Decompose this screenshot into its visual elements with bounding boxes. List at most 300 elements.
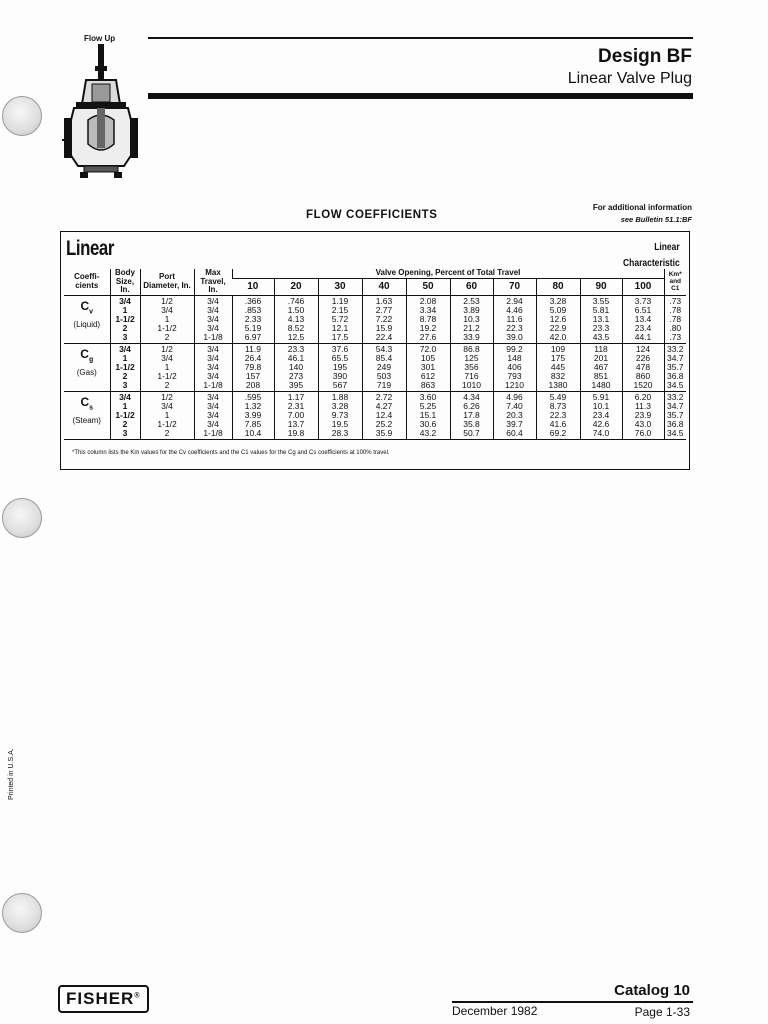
table-heading: Linear bbox=[66, 237, 115, 260]
max-travel-cell-value: 3/4 bbox=[207, 313, 219, 324]
km-cell-value: 34.7 bbox=[666, 352, 684, 363]
coefficient-value: 69.2 bbox=[549, 427, 567, 438]
body-size-cell bbox=[110, 343, 140, 391]
coefficient-value: 43.2 bbox=[419, 427, 437, 438]
coefficient-value: 7.85 bbox=[244, 418, 262, 429]
body-size-cell bbox=[110, 295, 140, 343]
table-row bbox=[64, 391, 686, 439]
km-cell bbox=[664, 295, 686, 343]
characteristic-label bbox=[623, 240, 680, 272]
characteristic-line-2: Characteristic bbox=[623, 258, 680, 269]
coefficient-value: 46.1 bbox=[287, 352, 305, 363]
coefficient-values-cell bbox=[406, 343, 450, 391]
coefficient-value: 118 bbox=[594, 343, 608, 354]
coefficient-value: 2.08 bbox=[419, 295, 437, 306]
coefficient-value: 1010 bbox=[462, 379, 481, 390]
coefficient-values-cell bbox=[362, 343, 406, 391]
coefficient-value: 50.7 bbox=[463, 427, 480, 438]
characteristic-line-1: Linear bbox=[654, 242, 680, 253]
coefficient-value: 74.0 bbox=[592, 427, 610, 438]
port-diameter-cell-value: 1-1/2 bbox=[157, 370, 177, 381]
coefficient-value: 1520 bbox=[633, 379, 653, 390]
coefficient-values-cell bbox=[318, 343, 362, 391]
coefficient-value: 23.4 bbox=[592, 409, 610, 420]
coefficient-value: 10.4 bbox=[244, 427, 262, 438]
coefficient-value: 1.63 bbox=[375, 295, 393, 306]
port-diameter-cell-value: 3/4 bbox=[161, 352, 173, 363]
coefficient-value: 22.9 bbox=[549, 322, 567, 333]
coefficient-value: 26.4 bbox=[244, 352, 262, 363]
section-title: FLOW COEFFICIENTS bbox=[306, 209, 438, 221]
body-size-cell-value: 1 bbox=[122, 400, 128, 411]
km-cell-value: 33.2 bbox=[666, 343, 684, 354]
coefficient-value: 390 bbox=[332, 370, 348, 381]
page-number: Page 1-33 bbox=[634, 1005, 690, 1019]
max-travel-cell-value: 1-1/8 bbox=[203, 379, 223, 390]
coefficient-values-cell bbox=[536, 391, 580, 439]
coefficient-value: 5.25 bbox=[419, 400, 437, 411]
coefficient-value: 6.20 bbox=[634, 391, 652, 402]
binder-hole bbox=[2, 498, 42, 538]
table-row bbox=[64, 343, 686, 391]
coefficient-name: (Gas) bbox=[76, 367, 97, 377]
coefficient-values-cell bbox=[232, 295, 274, 343]
coefficient-value: 3.55 bbox=[592, 295, 610, 306]
fisher-logo-text: FISHER bbox=[66, 989, 135, 1008]
coefficient-value: 6.26 bbox=[463, 400, 480, 411]
publication-date: December 1982 bbox=[452, 1004, 538, 1018]
coefficient-value: 12.5 bbox=[287, 331, 305, 342]
coefficient-value: 76.0 bbox=[634, 427, 652, 438]
coefficient-value: 23.3 bbox=[287, 343, 305, 354]
coefficient-value: 124 bbox=[635, 343, 651, 354]
coefficient-value: 1.32 bbox=[244, 400, 262, 411]
port-diameter-cell-value: 2 bbox=[164, 379, 170, 390]
coefficient-value: 33.9 bbox=[463, 331, 480, 342]
coefficient-value: 42.0 bbox=[549, 331, 567, 342]
max-travel-cell-value: 3/4 bbox=[207, 352, 219, 363]
col-header-port-diameter: Port Diameter, In. bbox=[140, 269, 194, 295]
port-diameter-cell bbox=[140, 391, 194, 439]
fisher-logo: FISHER® bbox=[58, 985, 149, 1013]
coefficient-value: 8.78 bbox=[419, 313, 437, 324]
coefficient-value: 105 bbox=[420, 352, 436, 363]
catalog-label: Catalog 10 bbox=[614, 982, 690, 999]
coefficient-value: 7.40 bbox=[506, 400, 523, 411]
max-travel-cell-value: 3/4 bbox=[207, 391, 219, 402]
coefficient-value: 3.99 bbox=[244, 409, 262, 420]
coefficient-value: 79.8 bbox=[244, 361, 262, 372]
body-size-cell-value: 3/4 bbox=[119, 295, 131, 306]
km-cell-value: 35.7 bbox=[666, 409, 684, 420]
coefficient-value: 43.5 bbox=[592, 331, 610, 342]
coefficient-value: 19.5 bbox=[331, 418, 349, 429]
col-header-percent: 20 bbox=[274, 279, 318, 295]
body-size-cell-value: 1-1/2 bbox=[115, 361, 135, 372]
coefficient-value: 1.88 bbox=[331, 391, 349, 402]
coefficient-value: 301 bbox=[420, 361, 436, 372]
body-size-cell-value: 1-1/2 bbox=[115, 313, 135, 324]
max-travel-cell-value: 1-1/8 bbox=[203, 427, 223, 438]
coefficient-value: 2.77 bbox=[375, 304, 393, 315]
coefficient-value: 23.9 bbox=[634, 409, 652, 420]
coefficient-value: 157 bbox=[245, 370, 261, 381]
max-travel-cell bbox=[194, 343, 232, 391]
coefficient-value: 612 bbox=[420, 370, 436, 381]
coefficient-value: 11.3 bbox=[635, 400, 651, 411]
port-diameter-cell-value: 1-1/2 bbox=[157, 418, 177, 429]
coefficient-value: 395 bbox=[288, 379, 304, 390]
coefficient-cell bbox=[64, 343, 110, 391]
port-diameter-cell bbox=[140, 295, 194, 343]
port-diameter-cell-value: 2 bbox=[164, 427, 170, 438]
coefficient-value: 72.0 bbox=[419, 343, 437, 354]
coefficient-value: 85.4 bbox=[375, 352, 393, 363]
body-size-cell-value: 2 bbox=[122, 418, 128, 429]
coefficient-value: 273 bbox=[288, 370, 304, 381]
coefficient-value: 28.3 bbox=[331, 427, 349, 438]
port-diameter-cell-value: 1 bbox=[164, 409, 170, 420]
coefficient-value: 3.28 bbox=[549, 295, 567, 306]
max-travel-cell-value: 1-1/8 bbox=[203, 331, 223, 342]
coefficient-value: 467 bbox=[593, 361, 609, 372]
coefficient-values-cell bbox=[580, 343, 622, 391]
col-header-max-travel: Max Travel, In. bbox=[194, 269, 232, 295]
col-header-percent: 70 bbox=[493, 279, 536, 295]
coefficient-value: 567 bbox=[332, 379, 348, 390]
coefficient-value: .853 bbox=[244, 304, 262, 315]
coefficient-value: 716 bbox=[464, 370, 479, 381]
coefficient-value: 2.15 bbox=[331, 304, 349, 315]
coefficient-values-cell bbox=[362, 295, 406, 343]
coefficient-value: 5.49 bbox=[549, 391, 567, 402]
port-diameter-cell-value: 1/2 bbox=[161, 295, 173, 306]
coefficient-value: 249 bbox=[376, 361, 392, 372]
bulletin-reference: see Bulletin 51.1:BF bbox=[620, 215, 692, 224]
km-cell-value: .80 bbox=[669, 322, 682, 333]
max-travel-cell-value: 3/4 bbox=[207, 370, 219, 381]
coefficient-value: 17.5 bbox=[331, 331, 349, 342]
coefficient-value: 86.8 bbox=[463, 343, 480, 354]
coefficient-values-cell bbox=[493, 295, 536, 343]
km-cell-value: 36.8 bbox=[666, 370, 684, 381]
coefficient-value: 39.7 bbox=[506, 418, 523, 429]
coefficient-value: 445 bbox=[550, 361, 566, 372]
coefficient-value: 2.72 bbox=[375, 391, 393, 402]
body-size-cell-value: 3 bbox=[122, 427, 128, 438]
coefficient-value: 30.6 bbox=[419, 418, 437, 429]
body-size-cell-value: 2 bbox=[122, 322, 128, 333]
coefficient-value: 4.46 bbox=[506, 304, 523, 315]
max-travel-cell bbox=[194, 295, 232, 343]
coefficient-value: 42.6 bbox=[592, 418, 610, 429]
coefficient-values-cell bbox=[274, 343, 318, 391]
col-header-percent: 60 bbox=[450, 279, 493, 295]
km-cell-value: .73 bbox=[669, 295, 682, 306]
coefficient-value: 3.89 bbox=[463, 304, 480, 315]
coefficient-value: 22.4 bbox=[375, 331, 393, 342]
coefficient-values-cell bbox=[536, 295, 580, 343]
coefficient-values-cell bbox=[274, 391, 318, 439]
port-diameter-cell-value: 3/4 bbox=[161, 400, 173, 411]
coefficient-values-cell bbox=[318, 295, 362, 343]
coefficient-value: 5.19 bbox=[244, 322, 262, 333]
flow-up-label: Flow Up bbox=[84, 34, 116, 43]
coefficient-values-cell bbox=[580, 391, 622, 439]
port-diameter-cell-value: 1-1/2 bbox=[157, 322, 177, 333]
coefficient-value: 1.17 bbox=[287, 391, 305, 402]
coefficient-value: 148 bbox=[507, 352, 522, 363]
col-header-percent: 90 bbox=[580, 279, 622, 295]
coefficient-cell bbox=[64, 391, 110, 439]
coefficient-value: 3.28 bbox=[331, 400, 349, 411]
body-size-cell-value: 3/4 bbox=[119, 343, 131, 354]
coefficient-value: 201 bbox=[593, 352, 609, 363]
max-travel-cell-value: 3/4 bbox=[207, 361, 219, 372]
coefficient-value: 8.52 bbox=[287, 322, 305, 333]
coefficient-value: 226 bbox=[635, 352, 651, 363]
col-header-percent: 50 bbox=[406, 279, 450, 295]
coefficient-values-cell bbox=[406, 295, 450, 343]
page-subtitle: Linear Valve Plug bbox=[567, 70, 692, 87]
coefficient-value: 195 bbox=[332, 361, 348, 372]
km-cell bbox=[664, 343, 686, 391]
coefficient-value: 8.73 bbox=[549, 400, 567, 411]
coefficient-value: 1380 bbox=[548, 379, 568, 390]
col-header-body-size: Body Size, In. bbox=[110, 269, 140, 295]
coefficient-value: 12.1 bbox=[331, 322, 349, 333]
col-header-coefficients: Coeffi-cients bbox=[64, 269, 110, 295]
max-travel-cell-value: 3/4 bbox=[207, 322, 219, 333]
coefficient-values-cell bbox=[450, 391, 493, 439]
col-header-percent: 30 bbox=[318, 279, 362, 295]
max-travel-cell-value: 3/4 bbox=[207, 409, 219, 420]
body-size-cell-value: 1 bbox=[122, 352, 128, 363]
coefficient-value: 1210 bbox=[505, 379, 524, 390]
max-travel-cell-value: 3/4 bbox=[207, 343, 219, 354]
coefficient-value: 5.91 bbox=[592, 391, 610, 402]
coefficient-value: 208 bbox=[245, 379, 261, 390]
km-cell-value: 33.2 bbox=[666, 391, 684, 402]
max-travel-cell-value: 3/4 bbox=[207, 418, 219, 429]
coefficient-values-cell bbox=[318, 391, 362, 439]
body-size-cell-value: 2 bbox=[122, 370, 128, 381]
coefficient-value: 11.6 bbox=[506, 313, 523, 324]
coefficient-value: 863 bbox=[420, 379, 436, 390]
footer-rule bbox=[452, 1001, 693, 1003]
coefficient-value: 54.3 bbox=[375, 343, 393, 354]
coefficient-values-cell bbox=[580, 295, 622, 343]
coefficient-value: 17.8 bbox=[463, 409, 480, 420]
header-thick-rule bbox=[148, 93, 693, 99]
coefficient-value: 21.2 bbox=[463, 322, 480, 333]
flow-coefficients-table bbox=[64, 269, 686, 440]
port-diameter-cell-value: 2 bbox=[164, 331, 170, 342]
coefficient-value: 1480 bbox=[591, 379, 611, 390]
coefficient-value: 15.1 bbox=[419, 409, 437, 420]
coefficient-value: 3.34 bbox=[419, 304, 437, 315]
coefficient-values-cell bbox=[493, 391, 536, 439]
coefficient-value: 15.9 bbox=[375, 322, 393, 333]
coefficient-value: 2.33 bbox=[244, 313, 262, 324]
body-size-cell-value: 1-1/2 bbox=[115, 409, 135, 420]
coefficient-values-cell bbox=[450, 343, 493, 391]
km-cell-value: .73 bbox=[669, 331, 682, 342]
coefficient-cell bbox=[64, 295, 110, 343]
coefficient-value: 99.2 bbox=[506, 343, 523, 354]
coefficient-value: 175 bbox=[550, 352, 566, 363]
coefficient-value: 3.73 bbox=[634, 295, 652, 306]
coefficient-value: 2.94 bbox=[506, 295, 523, 306]
coefficient-value: 793 bbox=[507, 370, 522, 381]
coefficient-value: 1.50 bbox=[287, 304, 305, 315]
km-cell-value: 35.7 bbox=[666, 361, 684, 372]
coefficient-value: 19.2 bbox=[419, 322, 437, 333]
coefficient-name: (Liquid) bbox=[73, 319, 101, 329]
coefficient-value: 2.53 bbox=[463, 295, 480, 306]
coefficient-values-cell bbox=[274, 295, 318, 343]
page-title: Design BF bbox=[598, 46, 692, 67]
coefficient-value: 35.9 bbox=[375, 427, 393, 438]
km-cell-value: 36.8 bbox=[666, 418, 684, 429]
coefficient-value: 23.3 bbox=[592, 322, 610, 333]
coefficient-value: 406 bbox=[507, 361, 522, 372]
body-size-cell-value: 3 bbox=[122, 331, 128, 342]
body-size-cell bbox=[110, 391, 140, 439]
binder-hole bbox=[2, 893, 42, 933]
max-travel-cell bbox=[194, 391, 232, 439]
port-diameter-cell-value: 1/2 bbox=[161, 391, 173, 402]
coefficient-value: .366 bbox=[244, 295, 262, 306]
max-travel-cell-value: 3/4 bbox=[207, 304, 219, 315]
km-cell-value: 34.5 bbox=[666, 379, 684, 390]
coefficient-value: 4.34 bbox=[463, 391, 480, 402]
col-header-valve-opening: Valve Opening, Percent of Total Travel bbox=[232, 269, 664, 279]
coefficient-value: 109 bbox=[550, 343, 566, 354]
coefficient-values-cell bbox=[622, 343, 664, 391]
coefficient-value: 7.00 bbox=[287, 409, 305, 420]
coefficient-value: 4.96 bbox=[506, 391, 523, 402]
col-header-km: Km* and C1 bbox=[664, 269, 686, 295]
coefficient-value: 13.1 bbox=[592, 313, 610, 324]
port-diameter-cell-value: 3/4 bbox=[161, 304, 173, 315]
printed-in-usa: Printed in U.S.A. bbox=[8, 748, 15, 800]
coefficient-values-cell bbox=[232, 391, 274, 439]
coefficient-value: 65.5 bbox=[331, 352, 349, 363]
coefficient-value: 60.4 bbox=[506, 427, 523, 438]
coefficient-value: 3.60 bbox=[419, 391, 437, 402]
coefficient-value: 20.3 bbox=[506, 409, 523, 420]
col-header-percent: 40 bbox=[362, 279, 406, 295]
coefficient-values-cell bbox=[536, 343, 580, 391]
coefficient-value: 4.27 bbox=[375, 400, 393, 411]
coefficient-value: 11.9 bbox=[245, 343, 261, 354]
body-size-cell-value: 3 bbox=[122, 379, 128, 390]
col-header-percent: 100 bbox=[622, 279, 664, 295]
coefficient-value: 832 bbox=[550, 370, 566, 381]
col-header-percent: 10 bbox=[232, 279, 274, 295]
coefficient-value: 10.3 bbox=[463, 313, 480, 324]
coefficient-value: 125 bbox=[464, 352, 479, 363]
coefficient-value: 22.3 bbox=[549, 409, 567, 420]
coefficient-value: 6.51 bbox=[634, 304, 652, 315]
coefficient-value: 356 bbox=[464, 361, 479, 372]
coefficient-value: 44.1 bbox=[634, 331, 652, 342]
coefficient-symbol: $C_s$ bbox=[80, 394, 94, 411]
valve-illustration bbox=[62, 44, 142, 180]
coefficient-values-cell bbox=[450, 295, 493, 343]
coefficient-value: 19.8 bbox=[287, 427, 305, 438]
max-travel-cell-value: 3/4 bbox=[207, 400, 219, 411]
port-diameter-cell bbox=[140, 343, 194, 391]
coefficient-value: .746 bbox=[287, 295, 305, 306]
coefficient-value: 12.6 bbox=[549, 313, 567, 324]
coefficient-values-cell bbox=[622, 295, 664, 343]
coefficient-value: 851 bbox=[593, 370, 609, 381]
coefficient-value: 10.1 bbox=[592, 400, 610, 411]
coefficient-value: 6.97 bbox=[244, 331, 262, 342]
coefficient-value: 719 bbox=[376, 379, 392, 390]
coefficient-value: 37.6 bbox=[331, 343, 349, 354]
body-size-cell-value: 1 bbox=[122, 304, 128, 315]
coefficient-value: 9.73 bbox=[331, 409, 349, 420]
coefficient-value: 5.09 bbox=[549, 304, 567, 315]
coefficient-value: 5.81 bbox=[592, 304, 610, 315]
coefficient-value: 22.3 bbox=[506, 322, 523, 333]
coefficient-values-cell bbox=[622, 391, 664, 439]
km-cell-value: .78 bbox=[669, 313, 682, 324]
additional-info-note: For additional information bbox=[592, 203, 692, 212]
coefficient-value: 4.13 bbox=[287, 313, 305, 324]
coefficient-value: 1.19 bbox=[331, 295, 349, 306]
coefficient-values-cell bbox=[493, 343, 536, 391]
coefficient-value: 27.6 bbox=[419, 331, 437, 342]
coefficient-values-cell bbox=[232, 343, 274, 391]
coefficient-value: 5.72 bbox=[331, 313, 349, 324]
coefficient-value: 12.4 bbox=[375, 409, 393, 420]
coefficient-values-cell bbox=[362, 391, 406, 439]
coefficient-value: 2.31 bbox=[287, 400, 305, 411]
coefficient-value: 13.7 bbox=[287, 418, 305, 429]
coefficient-value: 140 bbox=[288, 361, 304, 372]
coefficient-value: 7.22 bbox=[375, 313, 393, 324]
coefficient-value: 39.0 bbox=[506, 331, 523, 342]
port-diameter-cell-value: 1 bbox=[164, 361, 170, 372]
km-cell-value: 34.5 bbox=[666, 427, 684, 438]
col-header-percent: 80 bbox=[536, 279, 580, 295]
coefficient-value: .595 bbox=[244, 391, 262, 402]
body-size-cell-value: 3/4 bbox=[119, 391, 131, 402]
coefficient-value: 41.6 bbox=[549, 418, 567, 429]
port-diameter-cell-value: 1/2 bbox=[161, 343, 173, 354]
coefficient-value: 43.0 bbox=[634, 418, 652, 429]
header-rule bbox=[148, 37, 693, 39]
coefficient-symbol: $C_v$ bbox=[80, 298, 94, 315]
coefficient-values-cell bbox=[406, 391, 450, 439]
coefficient-value: 503 bbox=[376, 370, 392, 381]
km-cell-value: 34.7 bbox=[666, 400, 684, 411]
max-travel-cell-value: 3/4 bbox=[207, 295, 219, 306]
coefficient-value: 860 bbox=[635, 370, 651, 381]
coefficient-name: (Steam) bbox=[72, 415, 101, 425]
table-row bbox=[64, 295, 686, 343]
coefficient-value: 35.8 bbox=[463, 418, 480, 429]
coefficient-value: 13.4 bbox=[634, 313, 652, 324]
km-cell bbox=[664, 391, 686, 439]
coefficient-value: 23.4 bbox=[634, 322, 652, 333]
coefficient-value: 478 bbox=[635, 361, 651, 372]
binder-hole bbox=[2, 96, 42, 136]
